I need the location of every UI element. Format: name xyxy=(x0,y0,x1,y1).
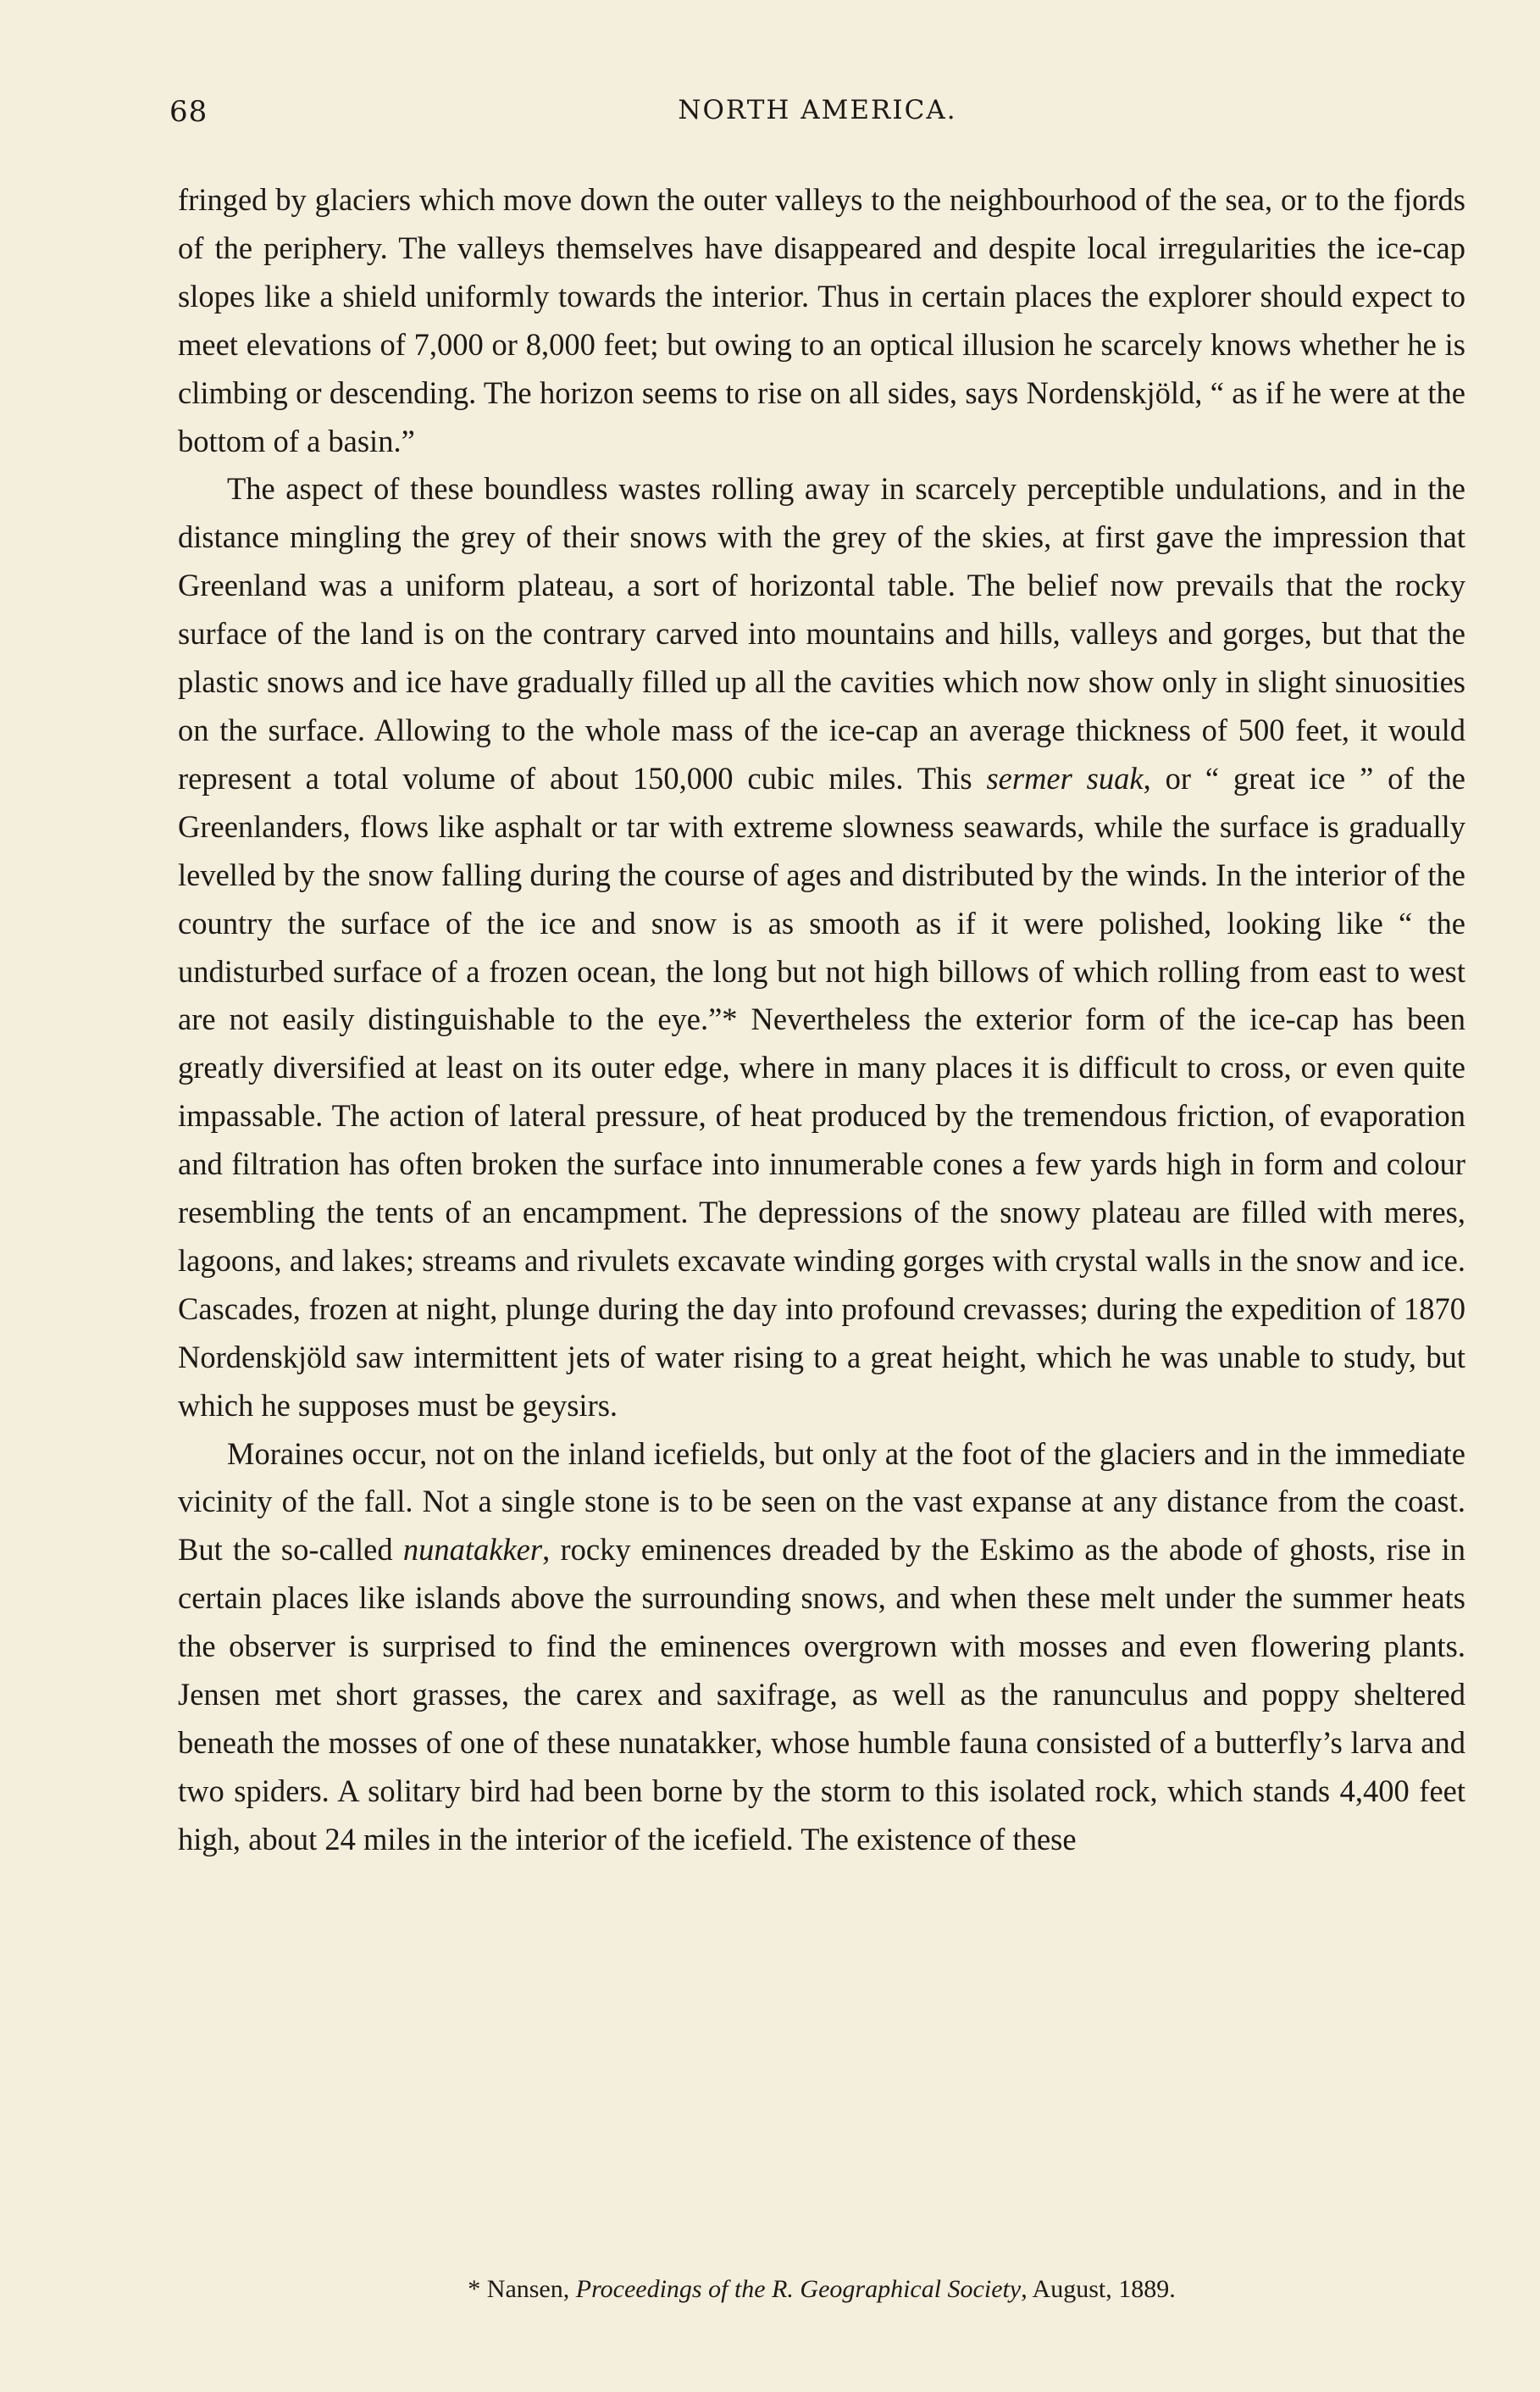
page-header xyxy=(169,95,1465,137)
paragraph-2-text-b: , or “ great ice ” of the Greenlanders, flows like asphalt or tar with extreme slowness seawards, while the surface is gradually levelled by the snow falling during the course of ages and distributed by the winds. In the interior of the country the surface of the ice and snow is as smooth as if it were polished, looking like “ the undisturbed surface of a frozen ocean, the long but not high billows of which rolling from east to west are not easily distinguishable to the eye.”* Nevertheless the exterior form of the ice-cap has been greatly diversified at least on its outer edge, where in many places it is difficult to cross, or even quite impassable. The action of lateral pressure, of heat produced by the tremendous friction, of evaporation and filtration has often broken the surface into innumerable cones a few yards high in form and colour resembling the tents of an encampment. The depressions of the snowy plateau are filled with meres, lagoons, and lakes; streams and rivulets excavate winding gorges with crystal walls in the snow and ice. Cascades, frozen at night, plunge during the day into profound crevasses; during the expedition of 1870 Nordenskjöld saw intermittent jets of water rising to a great height, which he was unable to study, but which he supposes must be geysirs. xyxy=(178,760,1465,1423)
term-sermer-suak: sermer suak xyxy=(986,760,1144,796)
paragraph-2 xyxy=(178,465,1465,1429)
paragraph-2-text-a: The aspect of these boundless wastes rolling away in scarcely perceptible undulations, and in the distance mingling the grey of their snows with the grey of the skies, at first gave the impression that Greenland was a uniform plateau, a sort of horizontal table. The belief now prevails that the rocky surface of the land is on the contrary carved into mountains and hills, valleys and gorges, but that the plastic snows and ice have gradually filled up all the cavities which now show only in slight sinuosities on the surface. Allowing to the whole mass of the ice-cap an average thickness of 500 feet, it would represent a total volume of about 150,000 cubic miles. This xyxy=(178,471,1465,796)
paragraph-1 xyxy=(178,176,1465,465)
page-number: 68 xyxy=(169,95,208,129)
paragraph-3-text-a: Moraines occur, not on the inland icefields, but only at the foot of the glaciers and in the immediate vicinity of the fall. Not a single stone is to be seen on the vast expanse at any distance from the coast. But the so-called xyxy=(178,1435,1465,1568)
footnote xyxy=(178,2275,1465,2304)
body-text xyxy=(178,176,1465,1864)
paragraph-3-text-b: , rocky eminences dreaded by the Eskimo as the abode of ghosts, rise in certain places like islands above the surrounding snows, and when these melt under the summer heats the observer is surprised to find the eminences overgrown with mosses and even flowering plants. Jensen met short grasses, the carex and saxifrage, as well as the ranunculus and poppy sheltered beneath the mosses of one of these nunatakker, whose humble fauna consisted of a butterfly’s larva and two spiders. A solitary bird had been borne by the storm to this isolated rock, which stands 4,400 feet high, about 24 miles in the interior of the icefield. The existence of these xyxy=(178,1532,1465,1856)
footnote-source-title: Proceedings of the R. Geographical Society xyxy=(575,2275,1022,2303)
term-nunatakker: nunatakker xyxy=(402,1532,543,1568)
footnote-text-a: * Nansen, xyxy=(468,2275,576,2303)
running-title: NORTH AMERICA. xyxy=(678,95,957,125)
footnote-text-b: , August, 1889. xyxy=(1021,2275,1176,2303)
paragraph-1-text: fringed by glaciers which move down the outer valleys to the neighbourhood of the sea, or to the fjords of the periphery. The valleys themselves have disappeared and despite local irregularities the ice-cap slopes like a shield uniformly towards the interior. Thus in certain places the explorer should expect to meet elevations of 7,000 or 8,000 feet; but owing to an optical illusion he scarcely knows whether he is climbing or descending. The horizon seems to rise on all sides, says Nordenskjöld, “ as if he were at the bottom of a basin.” xyxy=(178,182,1465,458)
paragraph-3 xyxy=(178,1430,1465,1864)
